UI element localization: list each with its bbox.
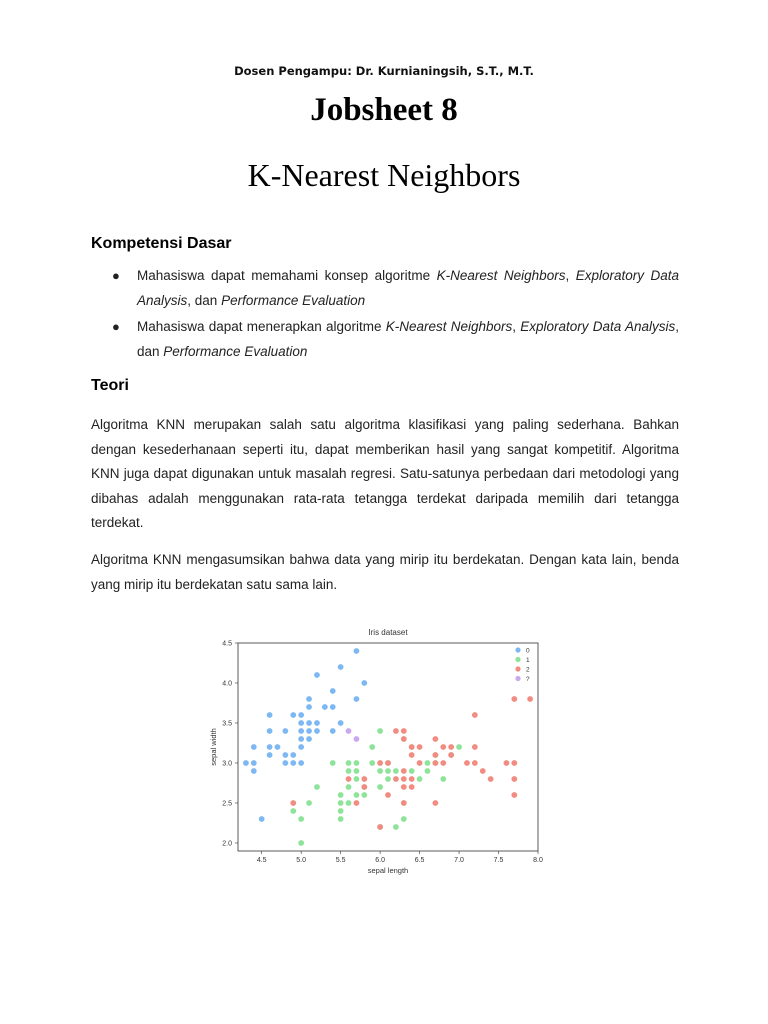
data-point-1 [306, 800, 312, 806]
data-point-1 [298, 840, 304, 846]
y-tick-label: 4.0 [222, 680, 232, 688]
item-term: K-Nearest Neighbors [385, 319, 513, 334]
y-tick-label: 2.0 [222, 840, 232, 848]
data-point-2 [361, 776, 367, 782]
x-tick-label: 6.0 [375, 857, 385, 864]
y-tick-label: 3.5 [222, 720, 232, 728]
data-point-0 [267, 712, 273, 718]
data-point-1 [440, 776, 446, 782]
data-point-0 [251, 744, 257, 750]
data-point-1 [346, 784, 352, 790]
data-point-2 [417, 744, 423, 750]
scatter-chart [200, 624, 550, 882]
data-point-2 [401, 736, 407, 742]
plot-area [238, 643, 538, 851]
x-tick-label: 7.0 [454, 857, 464, 864]
data-point-2 [385, 792, 391, 798]
data-point-2 [472, 712, 478, 718]
data-point-2 [361, 784, 367, 790]
legend-label: 2 [526, 666, 530, 674]
data-point-2 [440, 760, 446, 766]
item-text: Mahasiswa dapat memahami konsep algoritme [137, 268, 437, 283]
section-heading-kompetensi: Kompetensi Dasar [91, 235, 232, 252]
data-point-0 [306, 696, 312, 702]
item-text: , [565, 268, 576, 283]
x-tick-label: 7.5 [493, 857, 504, 864]
paragraph: Algoritma KNN mengasumsikan bahwa data yang mirip itu berdekatan. Dengan kata lain, benda yang mirip itu berdekatan satu sama lain. [91, 552, 679, 592]
data-point-2 [346, 776, 352, 782]
data-point-1 [377, 768, 383, 774]
kompetensi-list [91, 263, 679, 365]
data-point-0 [282, 728, 288, 734]
data-point-1 [377, 728, 383, 734]
data-point-0 [298, 736, 304, 742]
y-tick-label: 4.5 [222, 640, 232, 648]
list-item [91, 314, 679, 364]
data-point-1 [361, 792, 367, 798]
data-point-2 [448, 752, 454, 758]
data-point-2 [401, 728, 407, 734]
data-point-1 [290, 808, 296, 814]
data-point-0 [282, 760, 288, 766]
bullet-icon: ● [112, 268, 120, 283]
data-point-0 [354, 696, 360, 702]
data-point-1 [338, 800, 344, 806]
data-point-0 [267, 728, 273, 734]
data-point-0 [259, 816, 265, 822]
data-point-0 [251, 768, 257, 774]
data-point-0 [275, 744, 281, 750]
data-point-2 [448, 744, 454, 750]
data-point-? [354, 736, 360, 742]
data-point-2 [417, 760, 423, 766]
data-point-0 [243, 760, 249, 766]
data-point-2 [377, 760, 383, 766]
data-point-1 [393, 768, 399, 774]
data-point-2 [432, 800, 438, 806]
item-text: Mahasiswa dapat menerapkan algoritme [137, 319, 386, 334]
lecturer-line: Dosen Pengampu: Dr. Kurnianingsih, S.T., M.T. [234, 64, 534, 78]
bullet-icon: ● [112, 319, 120, 334]
legend-marker [515, 647, 520, 652]
data-point-2 [385, 760, 391, 766]
data-point-1 [417, 776, 423, 782]
data-point-0 [298, 720, 304, 726]
data-point-1 [354, 792, 360, 798]
data-point-2 [511, 792, 517, 798]
data-point-2 [409, 744, 415, 750]
data-point-0 [361, 680, 367, 686]
item-term: K-Nearest Neighbors [436, 268, 566, 283]
y-axis-label: sepal width [209, 728, 218, 766]
data-point-2 [472, 744, 478, 750]
data-point-1 [377, 784, 383, 790]
data-point-0 [267, 744, 273, 750]
x-tick-label: 5.5 [335, 857, 346, 864]
data-point-0 [338, 664, 344, 670]
x-tick-label: 5.0 [296, 857, 307, 864]
data-point-2 [377, 824, 383, 830]
legend-marker [515, 666, 520, 671]
x-axis-label: sepal length [367, 866, 409, 875]
y-tick-label: 2.5 [222, 800, 232, 808]
data-point-2 [504, 760, 510, 766]
y-tick-label: 3.0 [222, 760, 232, 768]
data-point-2 [432, 760, 438, 766]
data-point-2 [401, 800, 407, 806]
item-text: , dan [187, 293, 222, 308]
legend-marker [515, 676, 520, 681]
legend-label: 0 [526, 647, 530, 655]
x-tick-label: 4.5 [256, 857, 267, 864]
data-point-2 [511, 776, 517, 782]
data-point-2 [409, 784, 415, 790]
data-point-2 [432, 752, 438, 758]
data-point-1 [393, 824, 399, 830]
data-point-0 [338, 720, 344, 726]
data-point-2 [511, 760, 517, 766]
data-point-1 [338, 792, 344, 798]
data-point-0 [330, 704, 336, 710]
data-point-2 [440, 744, 446, 750]
data-point-1 [385, 768, 391, 774]
data-point-0 [298, 744, 304, 750]
item-term: Performance Evaluation [163, 344, 308, 359]
data-point-0 [298, 760, 304, 766]
data-point-0 [290, 752, 296, 758]
data-point-2 [488, 776, 494, 782]
item-text: , dan [137, 319, 679, 359]
data-point-1 [330, 760, 336, 766]
data-point-0 [322, 704, 328, 710]
data-point-1 [338, 816, 344, 822]
data-point-2 [393, 728, 399, 734]
data-point-1 [425, 768, 431, 774]
data-point-1 [401, 816, 407, 822]
item-term: Exploratory Data Analysis [520, 319, 676, 334]
data-point-1 [354, 776, 360, 782]
paragraph: Algoritma KNN merupakan salah satu algoritma klasifikasi yang paling sederhana. Bahkan dengan kesederhanaan seperti itu, dapat memberikan hasil yang sangat kompetitif. Algoritma KNN juga dapat digunakan untuk masalah regresi. Satu-satunya perbedaan dari metodologi yang dibahas adalah menggunakan rata-rata tetangga terdekat daripada memilih dari tetangga terdekat. [91, 417, 679, 530]
data-point-0 [306, 728, 312, 734]
data-point-1 [409, 768, 415, 774]
data-point-2 [290, 800, 296, 806]
data-point-2 [527, 696, 533, 702]
item-term: Exploratory Data Analysis [137, 268, 679, 308]
section-heading-teori: Teori [91, 377, 129, 394]
data-point-1 [298, 816, 304, 822]
data-point-0 [314, 672, 320, 678]
data-point-2 [393, 776, 399, 782]
data-point-1 [314, 784, 320, 790]
data-point-1 [346, 800, 352, 806]
data-point-0 [306, 704, 312, 710]
data-point-2 [511, 696, 517, 702]
data-point-0 [314, 720, 320, 726]
legend-label: ? [526, 676, 530, 683]
data-point-2 [401, 784, 407, 790]
data-point-0 [314, 728, 320, 734]
data-point-2 [401, 768, 407, 774]
legend-label: 1 [526, 657, 530, 664]
data-point-1 [456, 744, 462, 750]
page-subtitle: K-Nearest Neighbors [247, 157, 521, 193]
data-point-2 [472, 760, 478, 766]
data-point-0 [330, 728, 336, 734]
data-point-1 [346, 760, 352, 766]
data-point-0 [282, 752, 288, 758]
data-point-2 [401, 776, 407, 782]
data-point-0 [306, 736, 312, 742]
item-term: Performance Evaluation [221, 293, 366, 308]
data-point-0 [330, 688, 336, 694]
data-point-0 [306, 720, 312, 726]
data-point-0 [298, 728, 304, 734]
legend-marker [515, 657, 520, 662]
data-point-1 [369, 744, 375, 750]
chart-title: Iris dataset [368, 628, 408, 637]
iris-scatter-figure [200, 624, 550, 882]
data-point-2 [409, 776, 415, 782]
data-point-2 [464, 760, 470, 766]
data-point-0 [290, 760, 296, 766]
data-point-2 [432, 736, 438, 742]
x-tick-label: 8.0 [533, 857, 543, 864]
data-point-1 [425, 760, 431, 766]
x-tick-label: 6.5 [414, 857, 425, 864]
data-point-1 [385, 776, 391, 782]
data-point-1 [338, 808, 344, 814]
data-point-0 [251, 760, 257, 766]
data-point-2 [480, 768, 486, 774]
data-point-1 [354, 768, 360, 774]
data-point-0 [354, 648, 360, 654]
list-item [91, 263, 679, 313]
data-point-1 [369, 760, 375, 766]
data-point-0 [267, 752, 273, 758]
data-point-0 [290, 712, 296, 718]
data-point-1 [354, 760, 360, 766]
item-text: , [512, 319, 521, 334]
data-point-2 [354, 800, 360, 806]
page-title: Jobsheet 8 [310, 92, 458, 128]
data-point-? [346, 728, 352, 734]
data-point-0 [298, 712, 304, 718]
data-point-1 [346, 768, 352, 774]
data-point-2 [409, 752, 415, 758]
